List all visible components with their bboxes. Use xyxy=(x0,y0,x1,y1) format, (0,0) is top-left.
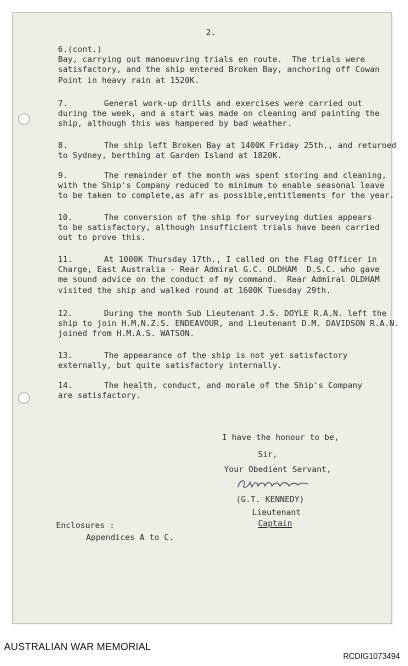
paragraph-line: ship to join H.M.N.Z.S. ENDEAVOUR, and Lieutenant D.M. DAVIDSON R.A.N. xyxy=(58,318,400,329)
paragraph-number: 7. xyxy=(58,98,68,108)
paragraph-line: to be taken to complete,as afr as possible,entitlements for the year. xyxy=(58,190,395,201)
paragraph-number: 9. xyxy=(58,170,68,180)
signatory-rank: Lieutenant xyxy=(252,507,301,517)
paragraph-number: 13. xyxy=(58,350,73,360)
footer-id: RCDIG1073494 xyxy=(343,652,400,661)
punch-hole-top xyxy=(18,113,30,125)
enclosures-label: Enclosures : xyxy=(56,520,115,530)
paragraph-number: 10. xyxy=(58,212,73,222)
paragraph-line: during the week, and a start was made on cleaning and painting the xyxy=(58,108,380,119)
signatory-title: Captain xyxy=(258,518,293,528)
paragraph-line: Bay, carrying out manoeuvring trials en route. The trials were xyxy=(58,54,365,65)
closing-sir: Sir, xyxy=(258,449,278,459)
paragraph-line: ship, although this was hampered by bad weather. xyxy=(58,118,292,129)
paragraph-line: out to prove this. xyxy=(58,232,146,243)
paragraph-line: joined from H.M.A.S. WATSON. xyxy=(58,328,195,339)
paragraph-line: to be satisfactory, although insufficient trials have been carried xyxy=(58,222,380,233)
signatory-name: (G.T. KENNEDY) xyxy=(236,494,305,504)
paragraph-line: The health, conduct, and morale of the Ship's Company xyxy=(104,380,363,390)
paragraph-number: 12. xyxy=(58,308,73,318)
footer-source: AUSTRALIAN WAR MEMORIAL xyxy=(4,642,151,653)
closing-servant: Your Obedient Servant, xyxy=(224,464,332,474)
paragraph-line: The remainder of the month was spent storing and cleaning, xyxy=(104,170,387,180)
page-number: 2. xyxy=(206,27,216,37)
paragraph-line: with the Ship's Company reduced to minimum to enable seasonal leave xyxy=(58,180,385,191)
paragraph-number: 14. xyxy=(58,380,73,390)
paragraph-line: At 1000K Thursday 17th., I called on the Flag Officer in xyxy=(104,254,377,264)
handwritten-signature xyxy=(234,476,312,492)
paragraph-line: Charge, East Australia - Rear Admiral G.C. OLDHAM D.S.C. who gave xyxy=(58,264,380,275)
paragraph-line: satisfactory, and the ship entered Broken Bay, anchoring off Cowan xyxy=(58,64,380,75)
punch-hole-bottom xyxy=(18,392,30,404)
paragraph-line: The appearance of the ship is not yet satisfactory xyxy=(104,350,348,360)
paragraph-line: are satisfactory. xyxy=(58,390,141,401)
paragraph-line: to Sydney, berthing at Garden Island at 1820K. xyxy=(58,150,283,161)
paragraph-line: The conversion of the ship for surveying duties appears xyxy=(104,212,373,222)
paragraph-line: me sound advice on the conduct of my command. Rear Admiral OLDHAM xyxy=(58,274,380,285)
paragraph-number: 6.(cont.) xyxy=(58,44,102,54)
paragraph-line: externally, but quite satisfactory internally. xyxy=(58,360,283,371)
closing-honour: I have the honour to be, xyxy=(222,432,339,442)
paragraph-number: 11. xyxy=(58,254,73,264)
paragraph-line: Point in heavy rain at 1520K. xyxy=(58,74,200,85)
enclosures-value: Appendices A to C. xyxy=(86,532,174,542)
paragraph-line: During the month Sub Lieutenant J.S. DOYLE R.A.N. left the xyxy=(104,308,387,318)
paragraph-number: 8. xyxy=(58,140,68,150)
paragraph-line: The ship left Broken Bay at 1400K Friday 25th., and returned xyxy=(104,140,397,150)
paragraph-line: General work-up drills and exercises were carried out xyxy=(104,98,363,108)
paragraph-line: visited the ship and walked round at 1600K Tuesday 29th. xyxy=(58,284,331,295)
